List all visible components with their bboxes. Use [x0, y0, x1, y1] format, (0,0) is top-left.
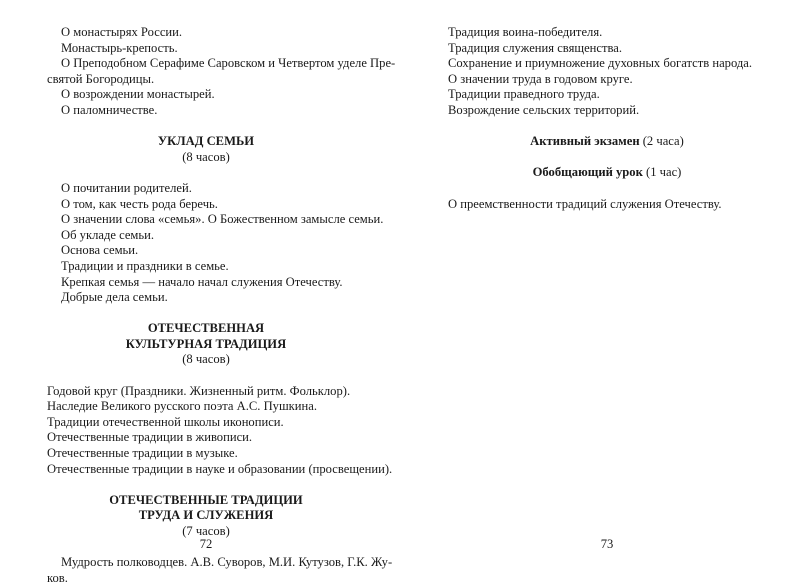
list-item: О преемственности традиций служения Отечеству.: [448, 196, 722, 211]
list-item: Мудрость полководцев. А.В. Суворов, М.И. Кутузов, Г.К. Жу-: [61, 555, 393, 570]
left-page: [47, 0, 396, 585]
list-item: Наследие Великого русского поэта А.С. Пушкина.: [47, 399, 317, 414]
summary-lesson-title: Обобщающий урок: [532, 165, 643, 180]
list-item-continuation: ков.: [47, 570, 68, 585]
section-hours: (7 часов): [182, 524, 230, 538]
list-item: О почитании родителей.: [61, 180, 192, 195]
exam-title: Активный экзамен: [530, 134, 640, 149]
list-item: Традиции и праздники в семье.: [61, 258, 229, 273]
list-item: Отечественные традиции в живописи.: [47, 430, 253, 445]
exam-hours: (2 часа): [639, 134, 684, 149]
list-item: Сохранение и приумножение духовных богатств народа.: [448, 56, 753, 71]
section-title: ОТЕЧЕСТВЕННЫЕ ТРАДИЦИИ: [109, 492, 303, 507]
section-title: УКЛАД СЕМЬИ: [157, 134, 255, 149]
right-page-content: [448, 25, 766, 212]
list-item: О возрождении монастырей.: [61, 87, 215, 102]
page-number: 73: [600, 537, 614, 551]
list-item: Основа семьи.: [61, 243, 139, 258]
section-title: ТРУДА И СЛУЖЕНИЯ: [138, 508, 274, 523]
list-item: О Преподобном Серафиме Саровском и Четвертом уделе Пре-: [61, 56, 396, 71]
list-item: О значении слова «семья». О Божественном замысле семьи.: [61, 212, 384, 227]
list-item: О монастырях России.: [61, 25, 183, 39]
section-title: ОТЕЧЕСТВЕННАЯ: [147, 321, 265, 336]
summary-lesson-heading: [448, 165, 766, 181]
list-item: Отечественные традиции в музыке.: [47, 446, 238, 461]
list-item: О значении труда в годовом круге.: [448, 71, 633, 86]
list-item: Традиция воина-победителя.: [448, 25, 603, 39]
list-item: Крепкая семья — начало начал служения Отечеству.: [61, 274, 343, 289]
right-page: [448, 0, 766, 566]
list-item: Об укладе семьи.: [61, 227, 155, 242]
list-item: Добрые дела семьи.: [61, 290, 168, 305]
list-item-continuation: святой Богородицы.: [47, 71, 155, 86]
list-item: Возрождение сельских территорий.: [448, 102, 640, 117]
summary-lesson-hours: (1 час): [642, 165, 682, 180]
left-page-content: [47, 25, 396, 586]
section-hours: (8 часов): [182, 352, 230, 367]
exam-heading: [448, 134, 766, 150]
list-item: Годовой круг (Праздники. Жизненный ритм. Фольклор).: [47, 383, 351, 398]
page-number: 72: [199, 537, 213, 551]
section-title: КУЛЬТУРНАЯ ТРАДИЦИЯ: [125, 336, 287, 351]
list-item: О паломничестве.: [61, 102, 158, 117]
list-item: Традиции отечественной школы иконописи.: [47, 414, 284, 429]
list-item: О том, как честь рода беречь.: [61, 196, 218, 211]
list-item: Традиция служения священства.: [448, 40, 623, 55]
section-hours: (8 часов): [182, 149, 230, 164]
list-item: Традиции праведного труда.: [448, 87, 600, 102]
list-item: Отечественные традиции в науке и образовании (просвещении).: [47, 461, 393, 476]
list-item: Монастырь-крепость.: [61, 40, 178, 55]
